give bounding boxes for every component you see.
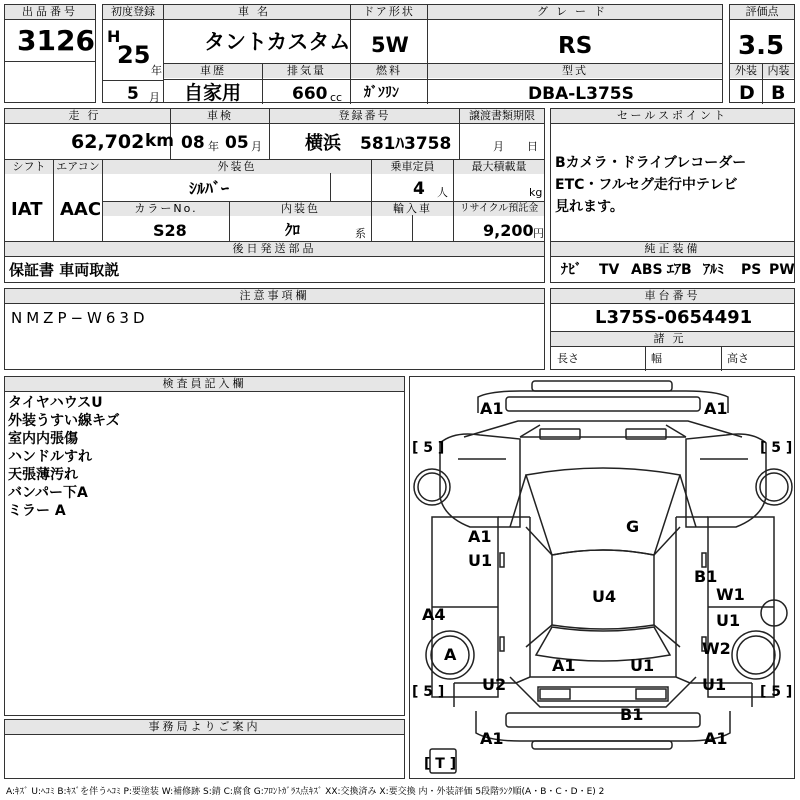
kei-unit: 系	[355, 227, 366, 240]
tire-mark-front-right: [ 5 ]	[760, 440, 793, 456]
displacement: 660	[292, 84, 328, 104]
shift-label: シフト	[5, 160, 53, 174]
inspector-label: 検査員記入欄	[5, 377, 404, 392]
inspector-note: 室内内張傷	[8, 431, 78, 447]
chassis-number: L375S-0654491	[595, 307, 753, 328]
damage-mark: U1	[630, 656, 655, 675]
model-code: DBA-L375S	[528, 84, 634, 104]
lot-number: 3126	[17, 24, 95, 57]
exterior-label: 外装	[730, 64, 762, 78]
import-label: 輸入車	[372, 202, 453, 216]
color-no-label: カラーNo.	[103, 202, 229, 216]
first-reg-label: 初度登録	[103, 5, 163, 20]
damage-mark: U2	[482, 675, 507, 694]
inspector-note: 天張薄汚れ	[8, 467, 78, 483]
score: 3.5	[738, 31, 785, 61]
damage-mark: A1	[704, 399, 728, 418]
chassis-label: 車台番号	[551, 289, 794, 304]
damage-mark: U4	[592, 587, 617, 606]
int-color-label: 内装色	[230, 202, 371, 216]
car-name-label: 車名	[164, 5, 350, 19]
model-code-label: 型式	[428, 64, 722, 78]
office-label: 事務局よりご案内	[5, 720, 404, 735]
notes-label: 注意事項欄	[5, 289, 544, 304]
exterior-grade: D	[739, 82, 755, 104]
damage-mark: B1	[620, 705, 644, 724]
genuine-box	[550, 241, 795, 283]
person-unit: 人	[437, 186, 448, 199]
lot-number-label: 出品番号	[5, 5, 95, 20]
tire-mark-spare: [ T ]	[424, 756, 457, 772]
sales-point-line: Bカメラ・ドライブレコーダー	[555, 155, 747, 171]
damage-mark: A1	[480, 399, 504, 418]
later-parts-box	[4, 241, 545, 283]
tire-mark-rear-left: [ 5 ]	[412, 684, 445, 700]
genuine-item: PS	[741, 262, 762, 278]
color-no: S28	[153, 221, 187, 240]
inspection-month-unit: 月	[251, 140, 262, 153]
grade-label: グレード	[428, 5, 722, 19]
recycle: 9,200	[483, 221, 534, 240]
yen-unit: 円	[533, 227, 544, 240]
chassis-box	[550, 288, 795, 370]
door-shape: 5W	[371, 33, 409, 57]
inspector-note: ミラー A	[8, 503, 66, 519]
deadline-month: 月	[493, 140, 504, 153]
inspector-note: バンパー下A	[8, 485, 88, 501]
interior-grade: B	[771, 82, 786, 104]
car-diagram-box	[409, 376, 795, 779]
tire-mark-front-left: [ 5 ]	[412, 440, 445, 456]
month-unit: 月	[149, 91, 160, 104]
damage-mark: A1	[468, 527, 492, 546]
year-unit: 年	[151, 64, 162, 77]
history: 自家用	[184, 82, 242, 104]
inspection-month: 05	[225, 133, 249, 153]
genuine-item: PW	[769, 262, 795, 278]
damage-mark: U1	[702, 675, 727, 694]
genuine-item: ｱﾙﾐ	[703, 262, 724, 278]
sales-point-line: 見れます。	[555, 199, 624, 215]
mileage: 62,702	[71, 131, 145, 153]
tire-mark-rear-right: [ 5 ]	[760, 684, 793, 700]
genuine-item: ABS	[631, 262, 663, 278]
damage-mark: G	[626, 517, 640, 536]
notes: NMZP−W63D	[11, 309, 149, 327]
recycle-label: リサイクル預託金	[454, 202, 544, 216]
sales-point-label: セールスポイント	[551, 109, 794, 124]
car-name: タントカスタム	[204, 30, 351, 54]
inspection-year: 08	[181, 133, 205, 153]
door-shape-label: ドア形状	[351, 5, 427, 19]
score-box	[729, 4, 795, 103]
car-diagram	[410, 377, 796, 780]
spec-box	[4, 108, 545, 242]
later-parts-label: 後日発送部品	[5, 242, 544, 257]
first-reg-month: 5	[127, 84, 139, 104]
damage-mark: W2	[702, 639, 731, 658]
first-reg-year: 25	[117, 41, 151, 69]
inspector-note: ハンドルすれ	[8, 449, 92, 465]
inspector-note: 外装うすい線キズ	[8, 413, 120, 429]
mileage-label: 走行	[5, 109, 170, 123]
damage-mark: U1	[468, 551, 493, 570]
office-box	[4, 719, 405, 779]
kg-unit: kg	[529, 186, 543, 199]
damage-mark: U1	[716, 611, 741, 630]
damage-mark: A1	[704, 729, 728, 748]
later-parts: 保証書 車両取説	[9, 261, 120, 279]
damage-mark: B1	[694, 567, 718, 586]
dimensions-label: 諸元	[551, 332, 794, 346]
history-label: 車歴	[164, 64, 262, 78]
deadline-day: 日	[527, 140, 538, 153]
damage-mark: W1	[716, 585, 745, 604]
genuine-item: TV	[599, 262, 620, 278]
ext-color-label: 外装色	[103, 160, 371, 174]
genuine-label: 純正装備	[551, 242, 794, 257]
length-label: 長さ	[557, 352, 579, 365]
grade: RS	[558, 33, 593, 59]
capacity: 4	[413, 179, 425, 199]
ac-label: エアコン	[54, 160, 102, 174]
damage-mark: A1	[480, 729, 504, 748]
interior-label: 内装	[763, 64, 794, 78]
first-reg-box	[102, 4, 164, 103]
cc-unit: cc	[330, 91, 343, 104]
ext-color: ｼﾙﾊﾞｰ	[189, 179, 230, 198]
era-mark: H	[107, 27, 121, 46]
reg-number: 581ﾊ3758	[360, 134, 452, 154]
int-color: ｸﾛ	[285, 221, 301, 239]
shift: IAT	[11, 199, 43, 220]
genuine-item: ｴｱB	[667, 262, 692, 278]
genuine-item: ﾅﾋﾞ	[561, 262, 582, 278]
inspector-note: タイヤハウスU	[8, 395, 103, 411]
ac: AAC	[60, 199, 102, 220]
inspection-label: 車検	[171, 109, 269, 123]
reg-no-label: 登録番号	[270, 109, 459, 123]
height-label: 高さ	[727, 352, 749, 365]
lot-number-box	[4, 4, 96, 62]
max-load-label: 最大積載量	[454, 160, 544, 174]
damage-mark: A	[444, 645, 457, 664]
transfer-deadline-label: 譲渡書類期限	[460, 109, 544, 123]
car-info-box	[163, 4, 723, 103]
km-unit: km	[145, 131, 175, 151]
displacement-label: 排気量	[263, 64, 350, 78]
score-label: 評価点	[730, 5, 794, 20]
width-label: 幅	[651, 352, 662, 365]
sales-point-box	[550, 108, 795, 242]
damage-mark: A1	[552, 656, 576, 675]
notes-box	[4, 288, 545, 370]
inspection-year-unit: 年	[208, 140, 219, 153]
fuel: ｶﾞｿﾘﾝ	[364, 85, 399, 101]
legend-text: A:ｷｽﾞ U:ﾍｺﾐ B:ｷｽﾞを伴うﾍｺﾐ P:要塗装 W:補修跡 S:錆 C:腐食 G:ﾌﾛﾝﾄｶﾞﾗｽ点ｷｽﾞ XX:交換済み X:要交換 内・外装評価 5段階ﾗﾝｸ順(A・B・C・D・E) 2	[6, 787, 605, 797]
fuel-label: 燃料	[351, 64, 427, 78]
inspector-box	[4, 376, 405, 716]
reg-area: 横浜	[305, 133, 341, 154]
capacity-label: 乗車定員	[372, 160, 453, 174]
damage-mark: A4	[422, 605, 446, 624]
sales-point-line: ETC・フルセグ走行中テレビ	[555, 177, 738, 193]
lot-number-blank	[4, 61, 96, 103]
